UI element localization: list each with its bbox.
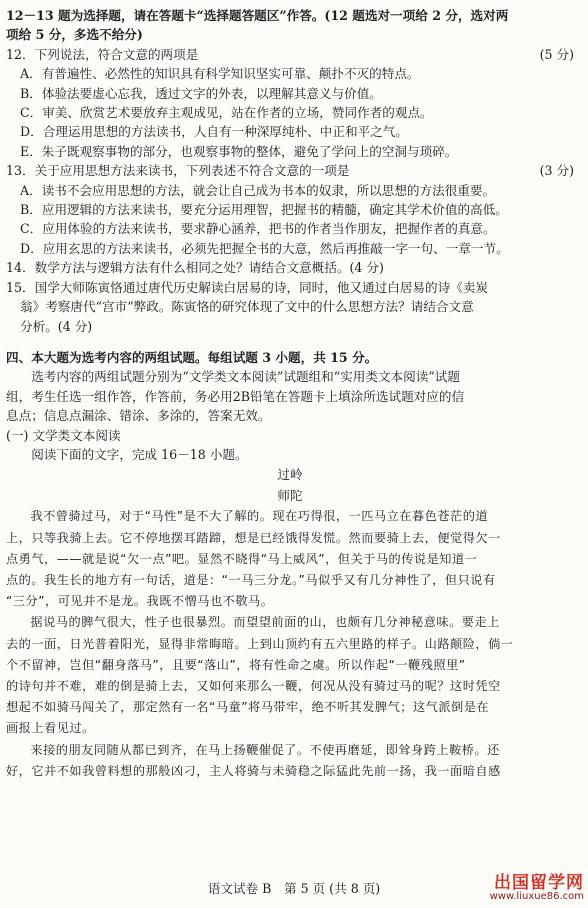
- q15-line3: 分析。(4 分): [20, 318, 93, 334]
- q15-line2: 翁》考察唐代“宫市”弊政。陈寅恪的研究体现了文中的什么思想方法？请结合文意: [20, 299, 474, 315]
- q12-option-b: B．体验法要虚心忘我，透过文字的外表，以理解其意义与价值。: [20, 85, 382, 101]
- q12-score: (5 分): [539, 46, 574, 62]
- article-line: 个不留神，岂但“翻身落马”，且要“落山”，将有性命之虞。所以作起“一鞭残照里”: [6, 657, 466, 672]
- article-line: 我不曾骑过马，对于“马性”是不大了解的。现在巧得很，一匹马立在暮色苍茫的道: [30, 509, 489, 524]
- article-line: 据说马的脾气很大，性子也很暴烈。而望望前面的山，也颇有几分神秘意味。要走上: [30, 615, 500, 630]
- q13-option-b: B．应用逻辑的方法来读书，要充分运用理智，把握书的精髓，确定其学术价值的高低。: [20, 202, 508, 218]
- q15-line1: 15．国学大师陈寅恪通过唐代历史解读白居易的诗，同时，他又通过白居易的诗《卖炭: [6, 279, 488, 295]
- q14-text: 14．数学方法与逻辑方法有什么相同之处？请结合文意概括。(4 分): [6, 260, 384, 276]
- section4-para-line2: 组，考生任选一组作答，作答前，务必用2B铅笔在答题卡上填涂所选试题对应的信: [6, 388, 465, 404]
- q12-option-e: E．朱子既观察事物的部分，也观察事物的整体，避免了学问上的空洞与琐碎。: [20, 143, 458, 159]
- section4-read-instruction: 阅读下面的文字，完成 16－18 小题。: [31, 446, 248, 462]
- q12-option-a: A．有普遍性、必然性的知识具有科学知识坚实可靠、颠扑不灭的特点。: [20, 66, 420, 82]
- section4-heading: 四、本大题为选考内容的两组试题。每组试题 3 小题，共 15 分。: [6, 349, 378, 365]
- watermark-url: www.liuxue86.com: [489, 891, 584, 902]
- q13-stem: 13．关于应用思想方法来读书，下列表述不符合文意的一项是: [6, 163, 350, 179]
- section4-para-line1: 选考内容的两组试题分别为“文学类文本阅读”试题组和“实用类文本阅读”试题: [31, 369, 460, 385]
- article-line: 来接的朋友同随从都已到齐，在马上扬鞭催促了。不使再磨延，即耸身跨上鞍桥。还: [30, 742, 500, 757]
- section3-instruction-line1: 12－13 题为选择题，请在答题卡“选择题答题区”作答。(12 题选对一项给 2 分，选对两: [6, 8, 509, 23]
- article-line: 上，只等我骑上去。它不停地摆耳踏蹄，想是已经饿得发慌。然而要骑上去，便觉得欠一: [6, 530, 501, 545]
- q13-score: (3 分): [539, 163, 574, 179]
- q13-option-c: C．应用体验的方法来读书，要求静心涵养，把书的作者当作朋友，把握作者的真意。: [20, 221, 496, 237]
- article-line: “三分”，可见并不是龙。我既不憎马也不敬马。: [6, 594, 274, 609]
- section-gap: [6, 336, 574, 348]
- q13-option-d: D．应用玄思的方法来读书，必须先把握全书的大意，然后再推敲一字一句、一章一节。: [20, 240, 509, 256]
- article-line: 的诗句并不难，难的倒是骑上去，又如何来那么一鞭，何况从没有骑过马的呢？这时凭空: [6, 678, 501, 693]
- site-watermark: [490, 868, 584, 902]
- section4-para-line3: 息点；信息点漏涂、错涂、多涂的，答案无效。: [6, 408, 271, 424]
- q12-option-c: C．审美、欣赏艺术要放弃主观成见，站在作者的立场，赞同作者的观点。: [20, 105, 433, 121]
- q12-option-d: D．合理运用思想的方法读书，人自有一种深厚纯朴、中正和平之气。: [20, 124, 408, 140]
- article-line: 想起不如骑马闯关了，那定然有一名“马童”将马带牢，绝不听其发脾气；这气派倒是在: [6, 700, 490, 715]
- article-line: 去的一面，日光普着阳光，显得非常晦暗。上到山顶约有五六里路的样子。山路颠险，倘一: [6, 636, 514, 651]
- section3-instruction-line2: 项给 5 分，多选不给分): [6, 27, 143, 43]
- article-line: 点的。我生长的地方有一句话，道是：“一马三分龙。”马似乎又有几分神性了，但只说有: [6, 572, 496, 587]
- article-line: 好，它并不如我曾料想的那般凶刁，主人将骑与未骑稳之际猛此先前一扬，我一面暗自感: [6, 763, 501, 778]
- section4-subsection: (一) 文学类文本阅读: [6, 427, 121, 443]
- article-line: 点勇气，——就是说“欠一点”吧。显然不晓得“马上威风”，但关于马的传说是知道一: [6, 551, 478, 566]
- article-title: 过岭: [277, 467, 303, 483]
- q13-option-a: A．读书不会应用思想的方法，就会让自己成为书本的奴隶，所以思想的方法很重要。: [20, 182, 496, 198]
- article-author: 师陀: [277, 488, 303, 504]
- page-footer: 语文试卷 B 第 5 页 (共 8 页): [207, 881, 381, 896]
- q12-row: [6, 45, 574, 64]
- watermark-logo-text: 出国留学网: [494, 873, 584, 893]
- article-line: 画报上看见过。: [6, 721, 95, 736]
- q12-stem: 12．下列说法，符合文意的两项是: [6, 46, 199, 62]
- q13-row: [6, 161, 574, 180]
